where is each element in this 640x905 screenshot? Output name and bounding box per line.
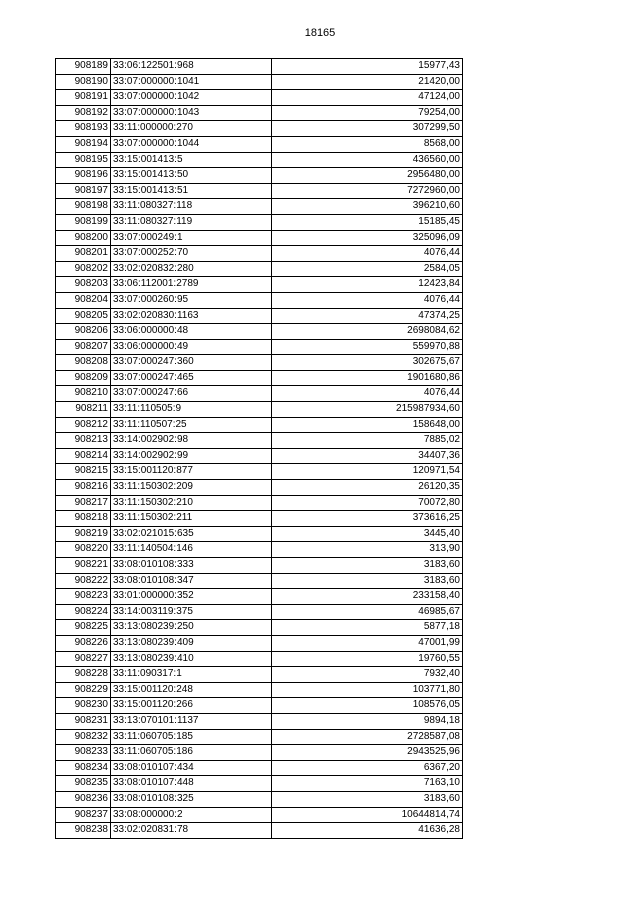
cadastral-number-cell: 33:07:000000:1043: [111, 105, 272, 121]
row-id-cell: 908195: [56, 152, 111, 168]
row-id-cell: 908191: [56, 90, 111, 106]
row-id-cell: 908214: [56, 448, 111, 464]
value-cell: 12423,84: [272, 277, 463, 293]
cadastral-number-cell: 33:11:080327:118: [111, 199, 272, 215]
row-id-cell: 908192: [56, 105, 111, 121]
table-row: [56, 791, 463, 807]
cadastral-number-cell: 33:07:000247:360: [111, 355, 272, 371]
cadastral-number-cell: 33:07:000260:95: [111, 292, 272, 308]
cadastral-number-cell: 33:06:000000:48: [111, 324, 272, 340]
row-id-cell: 908204: [56, 292, 111, 308]
cadastral-number-cell: 33:13:070101:1137: [111, 713, 272, 729]
table-row: [56, 168, 463, 184]
cadastral-number-cell: 33:14:002902:98: [111, 433, 272, 449]
value-cell: 3183,60: [272, 573, 463, 589]
row-id-cell: 908198: [56, 199, 111, 215]
table-row: [56, 682, 463, 698]
cadastral-number-cell: 33:11:000000:270: [111, 121, 272, 137]
table-row: [56, 214, 463, 230]
table-row: [56, 136, 463, 152]
table-row: [56, 308, 463, 324]
value-cell: 10644814,74: [272, 807, 463, 823]
row-id-cell: 908197: [56, 183, 111, 199]
registry-table: [55, 58, 463, 839]
value-cell: 1901680,86: [272, 370, 463, 386]
value-cell: 7932,40: [272, 667, 463, 683]
row-id-cell: 908208: [56, 355, 111, 371]
table-row: [56, 433, 463, 449]
table-row: [56, 667, 463, 683]
row-id-cell: 908230: [56, 698, 111, 714]
row-id-cell: 908223: [56, 589, 111, 605]
cadastral-number-cell: 33:13:080239:250: [111, 620, 272, 636]
value-cell: 5877,18: [272, 620, 463, 636]
cadastral-number-cell: 33:13:080239:410: [111, 651, 272, 667]
value-cell: 26120,35: [272, 480, 463, 496]
cadastral-number-cell: 33:11:140504:146: [111, 542, 272, 558]
value-cell: 373616,25: [272, 511, 463, 527]
cadastral-number-cell: 33:08:010108:325: [111, 791, 272, 807]
table-row: [56, 90, 463, 106]
cadastral-number-cell: 33:07:000252:70: [111, 246, 272, 262]
cadastral-number-cell: 33:02:021015:635: [111, 526, 272, 542]
row-id-cell: 908224: [56, 604, 111, 620]
table-row: [56, 121, 463, 137]
cadastral-number-cell: 33:08:000000:2: [111, 807, 272, 823]
row-id-cell: 908235: [56, 776, 111, 792]
value-cell: 47374,25: [272, 308, 463, 324]
cadastral-number-cell: 33:15:001120:877: [111, 464, 272, 480]
cadastral-number-cell: 33:07:000000:1041: [111, 74, 272, 90]
value-cell: 4076,44: [272, 386, 463, 402]
cadastral-number-cell: 33:11:060705:186: [111, 745, 272, 761]
row-id-cell: 908233: [56, 745, 111, 761]
value-cell: 108576,05: [272, 698, 463, 714]
row-id-cell: 908200: [56, 230, 111, 246]
value-cell: 15977,43: [272, 59, 463, 75]
cadastral-number-cell: 33:06:000000:49: [111, 339, 272, 355]
table-row: [56, 589, 463, 605]
table-row: [56, 74, 463, 90]
table-row: [56, 448, 463, 464]
table-row: [56, 105, 463, 121]
cadastral-number-cell: 33:11:150302:211: [111, 511, 272, 527]
table-row: [56, 635, 463, 651]
table-row: [56, 620, 463, 636]
cadastral-number-cell: 33:02:020832:280: [111, 261, 272, 277]
table-row: [56, 246, 463, 262]
value-cell: 4076,44: [272, 246, 463, 262]
table-row: [56, 729, 463, 745]
cadastral-number-cell: 33:14:003119:375: [111, 604, 272, 620]
row-id-cell: 908190: [56, 74, 111, 90]
cadastral-number-cell: 33:11:090317:1: [111, 667, 272, 683]
table-row: [56, 698, 463, 714]
value-cell: 2943525,96: [272, 745, 463, 761]
value-cell: 21420,00: [272, 74, 463, 90]
row-id-cell: 908217: [56, 495, 111, 511]
row-id-cell: 908225: [56, 620, 111, 636]
row-id-cell: 908207: [56, 339, 111, 355]
row-id-cell: 908226: [56, 635, 111, 651]
value-cell: 307299,50: [272, 121, 463, 137]
row-id-cell: 908231: [56, 713, 111, 729]
value-cell: 103771,80: [272, 682, 463, 698]
table-row: [56, 355, 463, 371]
table-row: [56, 183, 463, 199]
value-cell: 215987934,60: [272, 402, 463, 418]
row-id-cell: 908234: [56, 760, 111, 776]
cadastral-number-cell: 33:15:001413:51: [111, 183, 272, 199]
table-row: [56, 573, 463, 589]
value-cell: 46985,67: [272, 604, 463, 620]
value-cell: 70072,80: [272, 495, 463, 511]
value-cell: 302675,67: [272, 355, 463, 371]
table-row: [56, 776, 463, 792]
table-row: [56, 542, 463, 558]
value-cell: 79254,00: [272, 105, 463, 121]
row-id-cell: 908210: [56, 386, 111, 402]
cadastral-number-cell: 33:06:112001:2789: [111, 277, 272, 293]
value-cell: 8568,00: [272, 136, 463, 152]
row-id-cell: 908206: [56, 324, 111, 340]
table-row: [56, 480, 463, 496]
table-row: [56, 59, 463, 75]
value-cell: 34407,36: [272, 448, 463, 464]
cadastral-number-cell: 33:02:020830:1163: [111, 308, 272, 324]
table-row: [56, 152, 463, 168]
cadastral-number-cell: 33:08:010108:347: [111, 573, 272, 589]
cadastral-number-cell: 33:11:150302:209: [111, 480, 272, 496]
row-id-cell: 908203: [56, 277, 111, 293]
table-row: [56, 230, 463, 246]
value-cell: 120971,54: [272, 464, 463, 480]
row-id-cell: 908189: [56, 59, 111, 75]
value-cell: 7885,02: [272, 433, 463, 449]
row-id-cell: 908232: [56, 729, 111, 745]
registry-table-body: [56, 59, 463, 839]
row-id-cell: 908193: [56, 121, 111, 137]
row-id-cell: 908218: [56, 511, 111, 527]
row-id-cell: 908216: [56, 480, 111, 496]
table-row: [56, 651, 463, 667]
cadastral-number-cell: 33:07:000247:66: [111, 386, 272, 402]
cadastral-number-cell: 33:08:010107:434: [111, 760, 272, 776]
table-row: [56, 417, 463, 433]
row-id-cell: 908237: [56, 807, 111, 823]
row-id-cell: 908219: [56, 526, 111, 542]
cadastral-number-cell: 33:02:020831:78: [111, 823, 272, 839]
cadastral-number-cell: 33:15:001413:50: [111, 168, 272, 184]
cadastral-number-cell: 33:11:150302:210: [111, 495, 272, 511]
value-cell: 15185,45: [272, 214, 463, 230]
cadastral-number-cell: 33:07:000247:465: [111, 370, 272, 386]
value-cell: 436560,00: [272, 152, 463, 168]
table-row: [56, 339, 463, 355]
value-cell: 9894,18: [272, 713, 463, 729]
cadastral-number-cell: 33:15:001120:266: [111, 698, 272, 714]
table-row: [56, 464, 463, 480]
value-cell: 2584,05: [272, 261, 463, 277]
row-id-cell: 908201: [56, 246, 111, 262]
cadastral-number-cell: 33:11:110505:9: [111, 402, 272, 418]
table-row: [56, 324, 463, 340]
row-id-cell: 908199: [56, 214, 111, 230]
value-cell: 396210,60: [272, 199, 463, 215]
row-id-cell: 908213: [56, 433, 111, 449]
row-id-cell: 908202: [56, 261, 111, 277]
cadastral-number-cell: 33:07:000000:1042: [111, 90, 272, 106]
value-cell: 2698084,62: [272, 324, 463, 340]
cadastral-number-cell: 33:13:080239:409: [111, 635, 272, 651]
value-cell: 19760,55: [272, 651, 463, 667]
row-id-cell: 908229: [56, 682, 111, 698]
value-cell: 313,90: [272, 542, 463, 558]
table-row: [56, 745, 463, 761]
row-id-cell: 908227: [56, 651, 111, 667]
cadastral-number-cell: 33:15:001413:5: [111, 152, 272, 168]
value-cell: 559970,88: [272, 339, 463, 355]
value-cell: 233158,40: [272, 589, 463, 605]
row-id-cell: 908194: [56, 136, 111, 152]
row-id-cell: 908228: [56, 667, 111, 683]
cadastral-number-cell: 33:07:000000:1044: [111, 136, 272, 152]
value-cell: 47001,99: [272, 635, 463, 651]
cadastral-number-cell: 33:15:001120:248: [111, 682, 272, 698]
row-id-cell: 908205: [56, 308, 111, 324]
table-row: [56, 713, 463, 729]
cadastral-number-cell: 33:08:010108:333: [111, 558, 272, 574]
value-cell: 6367,20: [272, 760, 463, 776]
table-row: [56, 511, 463, 527]
row-id-cell: 908211: [56, 402, 111, 418]
cadastral-number-cell: 33:14:002902:99: [111, 448, 272, 464]
value-cell: 3183,60: [272, 558, 463, 574]
cadastral-number-cell: 33:11:110507:25: [111, 417, 272, 433]
value-cell: 2956480,00: [272, 168, 463, 184]
cadastral-number-cell: 33:06:122501:968: [111, 59, 272, 75]
table-row: [56, 402, 463, 418]
cadastral-number-cell: 33:01:000000:352: [111, 589, 272, 605]
table-row: [56, 277, 463, 293]
value-cell: 4076,44: [272, 292, 463, 308]
table-row: [56, 261, 463, 277]
value-cell: 7272960,00: [272, 183, 463, 199]
table-row: [56, 370, 463, 386]
table-row: [56, 386, 463, 402]
row-id-cell: 908221: [56, 558, 111, 574]
table-row: [56, 495, 463, 511]
value-cell: 7163,10: [272, 776, 463, 792]
table-row: [56, 558, 463, 574]
row-id-cell: 908220: [56, 542, 111, 558]
row-id-cell: 908236: [56, 791, 111, 807]
table-row: [56, 823, 463, 839]
table-row: [56, 199, 463, 215]
cadastral-number-cell: 33:08:010107:448: [111, 776, 272, 792]
table-row: [56, 526, 463, 542]
row-id-cell: 908222: [56, 573, 111, 589]
page-number: 18165: [304, 27, 336, 39]
cadastral-number-cell: 33:11:080327:119: [111, 214, 272, 230]
row-id-cell: 908196: [56, 168, 111, 184]
value-cell: 325096,09: [272, 230, 463, 246]
value-cell: 41636,28: [272, 823, 463, 839]
table-row: [56, 760, 463, 776]
table-row: [56, 807, 463, 823]
value-cell: 3183,60: [272, 791, 463, 807]
row-id-cell: 908212: [56, 417, 111, 433]
value-cell: 3445,40: [272, 526, 463, 542]
cadastral-number-cell: 33:11:060705:185: [111, 729, 272, 745]
row-id-cell: 908238: [56, 823, 111, 839]
value-cell: 2728587,08: [272, 729, 463, 745]
row-id-cell: 908215: [56, 464, 111, 480]
cadastral-number-cell: 33:07:000249:1: [111, 230, 272, 246]
table-row: [56, 292, 463, 308]
row-id-cell: 908209: [56, 370, 111, 386]
table-row: [56, 604, 463, 620]
value-cell: 158648,00: [272, 417, 463, 433]
value-cell: 47124,00: [272, 90, 463, 106]
